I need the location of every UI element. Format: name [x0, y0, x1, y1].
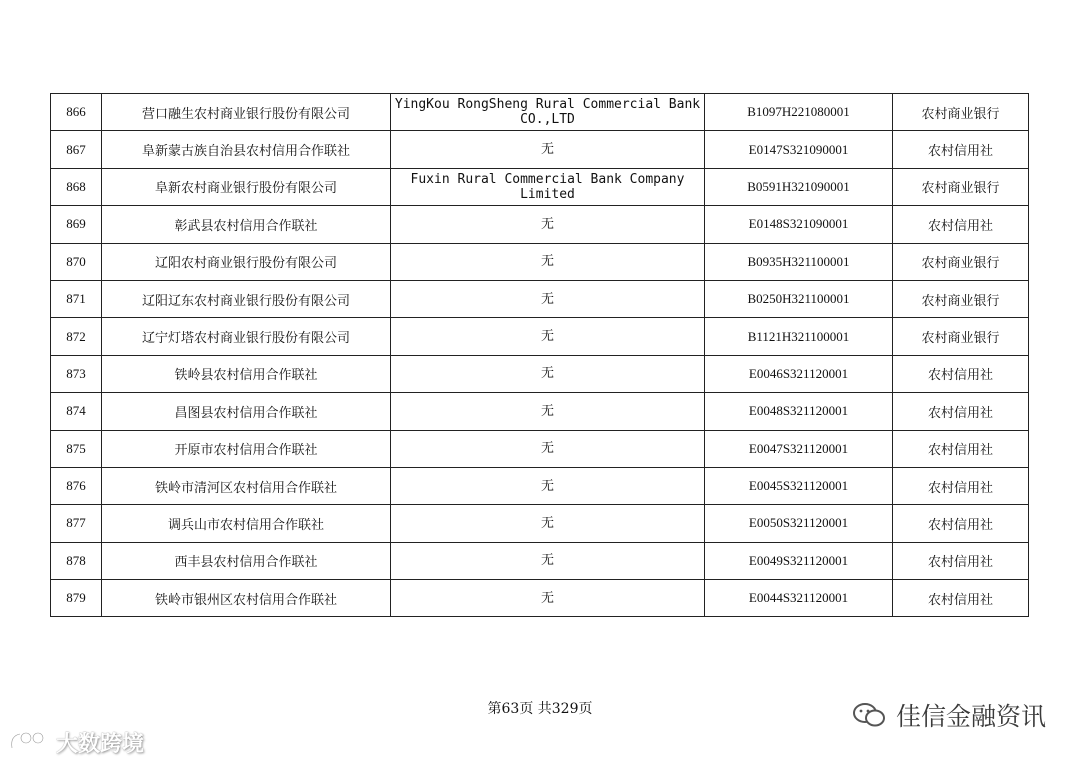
bank-list-table — [50, 93, 1029, 617]
watermark-right-text: 佳信金融资讯 — [895, 702, 1046, 731]
row-number-cell: 873 — [51, 355, 102, 392]
english-name-cell: YingKou RongSheng Rural Commercial Bank CO.,LTD — [391, 94, 705, 131]
institution-code-cell: B0935H321100001 — [705, 243, 893, 280]
table-row — [51, 280, 1029, 317]
institution-name-cell: 辽阳辽东农村商业银行股份有限公司 — [102, 280, 391, 317]
institution-name-cell: 铁岭市银州区农村信用合作联社 — [102, 580, 391, 617]
institution-code-cell: B1121H321100001 — [705, 318, 893, 355]
table-row — [51, 168, 1029, 205]
row-number-cell: 875 — [51, 430, 102, 467]
english-name-cell: 无 — [391, 206, 705, 243]
institution-type-cell: 农村信用社 — [893, 542, 1029, 579]
institution-type-cell: 农村信用社 — [893, 206, 1029, 243]
table-row — [51, 430, 1029, 467]
table-row — [51, 580, 1029, 617]
table-row — [51, 467, 1029, 504]
institution-name-cell: 辽宁灯塔农村商业银行股份有限公司 — [102, 318, 391, 355]
institution-name-cell: 铁岭县农村信用合作联社 — [102, 355, 391, 392]
institution-type-cell: 农村商业银行 — [893, 94, 1029, 131]
institution-code-cell: E0049S321120001 — [705, 542, 893, 579]
english-name-cell: 无 — [391, 355, 705, 392]
institution-type-cell: 农村商业银行 — [893, 168, 1029, 205]
english-name-cell: 无 — [391, 131, 705, 168]
institution-name-cell: 昌图县农村信用合作联社 — [102, 393, 391, 430]
english-name-cell: 无 — [391, 393, 705, 430]
english-name-cell: 无 — [391, 430, 705, 467]
institution-name-cell: 调兵山市农村信用合作联社 — [102, 505, 391, 542]
institution-type-cell: 农村信用社 — [893, 430, 1029, 467]
watermark-left — [8, 727, 144, 758]
institution-type-cell: 农村商业银行 — [893, 243, 1029, 280]
english-name-cell: 无 — [391, 505, 705, 542]
row-number-cell: 874 — [51, 393, 102, 430]
institution-type-cell: 农村信用社 — [893, 580, 1029, 617]
institution-code-cell: B0250H321100001 — [705, 280, 893, 317]
table-row — [51, 542, 1029, 579]
institution-code-cell: E0045S321120001 — [705, 467, 893, 504]
institution-type-cell: 农村信用社 — [893, 505, 1029, 542]
row-number-cell: 870 — [51, 243, 102, 280]
institution-name-cell: 彰武县农村信用合作联社 — [102, 206, 391, 243]
institution-type-cell: 农村商业银行 — [893, 280, 1029, 317]
institution-name-cell: 营口融生农村商业银行股份有限公司 — [102, 94, 391, 131]
row-number-cell: 877 — [51, 505, 102, 542]
table-row — [51, 393, 1029, 430]
institution-type-cell: 农村信用社 — [893, 355, 1029, 392]
table-row — [51, 355, 1029, 392]
row-number-cell: 876 — [51, 467, 102, 504]
table-row — [51, 94, 1029, 131]
table-row — [51, 243, 1029, 280]
table-body — [51, 94, 1029, 617]
table-row — [51, 131, 1029, 168]
wechat-icon — [852, 701, 888, 729]
institution-code-cell: E0047S321120001 — [705, 430, 893, 467]
watermark-left-text: 大数跨境 — [56, 732, 145, 757]
english-name-cell: 无 — [391, 280, 705, 317]
english-name-cell: 无 — [391, 467, 705, 504]
institution-type-cell: 农村信用社 — [893, 131, 1029, 168]
table-row — [51, 318, 1029, 355]
row-number-cell: 869 — [51, 206, 102, 243]
brand-logo-icon — [8, 728, 52, 758]
row-number-cell: 879 — [51, 580, 102, 617]
institution-name-cell: 阜新蒙古族自治县农村信用合作联社 — [102, 131, 391, 168]
institution-name-cell: 开原市农村信用合作联社 — [102, 430, 391, 467]
table-row — [51, 505, 1029, 542]
table-row — [51, 206, 1029, 243]
institution-type-cell: 农村信用社 — [893, 467, 1029, 504]
row-number-cell: 872 — [51, 318, 102, 355]
institution-code-cell: E0046S321120001 — [705, 355, 893, 392]
row-number-cell: 867 — [51, 131, 102, 168]
row-number-cell: 866 — [51, 94, 102, 131]
institution-name-cell: 西丰县农村信用合作联社 — [102, 542, 391, 579]
institution-code-cell: E0050S321120001 — [705, 505, 893, 542]
institution-name-cell: 铁岭市清河区农村信用合作联社 — [102, 467, 391, 504]
institution-name-cell: 阜新农村商业银行股份有限公司 — [102, 168, 391, 205]
institution-type-cell: 农村商业银行 — [893, 318, 1029, 355]
english-name-cell: 无 — [391, 318, 705, 355]
institution-code-cell: B0591H321090001 — [705, 168, 893, 205]
institution-type-cell: 农村信用社 — [893, 393, 1029, 430]
institution-name-cell: 辽阳农村商业银行股份有限公司 — [102, 243, 391, 280]
english-name-cell: 无 — [391, 542, 705, 579]
institution-code-cell: E0147S321090001 — [705, 131, 893, 168]
institution-code-cell: E0048S321120001 — [705, 393, 893, 430]
institution-code-cell: E0044S321120001 — [705, 580, 893, 617]
english-name-cell: 无 — [391, 580, 705, 617]
institution-code-cell: E0148S321090001 — [705, 206, 893, 243]
institution-code-cell: B1097H221080001 — [705, 94, 893, 131]
english-name-cell: Fuxin Rural Commercial Bank Company Limited — [391, 168, 705, 205]
row-number-cell: 878 — [51, 542, 102, 579]
watermark-right — [852, 697, 1046, 733]
row-number-cell: 871 — [51, 280, 102, 317]
english-name-cell: 无 — [391, 243, 705, 280]
row-number-cell: 868 — [51, 168, 102, 205]
page-indicator: 第63页 共329页 — [487, 701, 593, 717]
